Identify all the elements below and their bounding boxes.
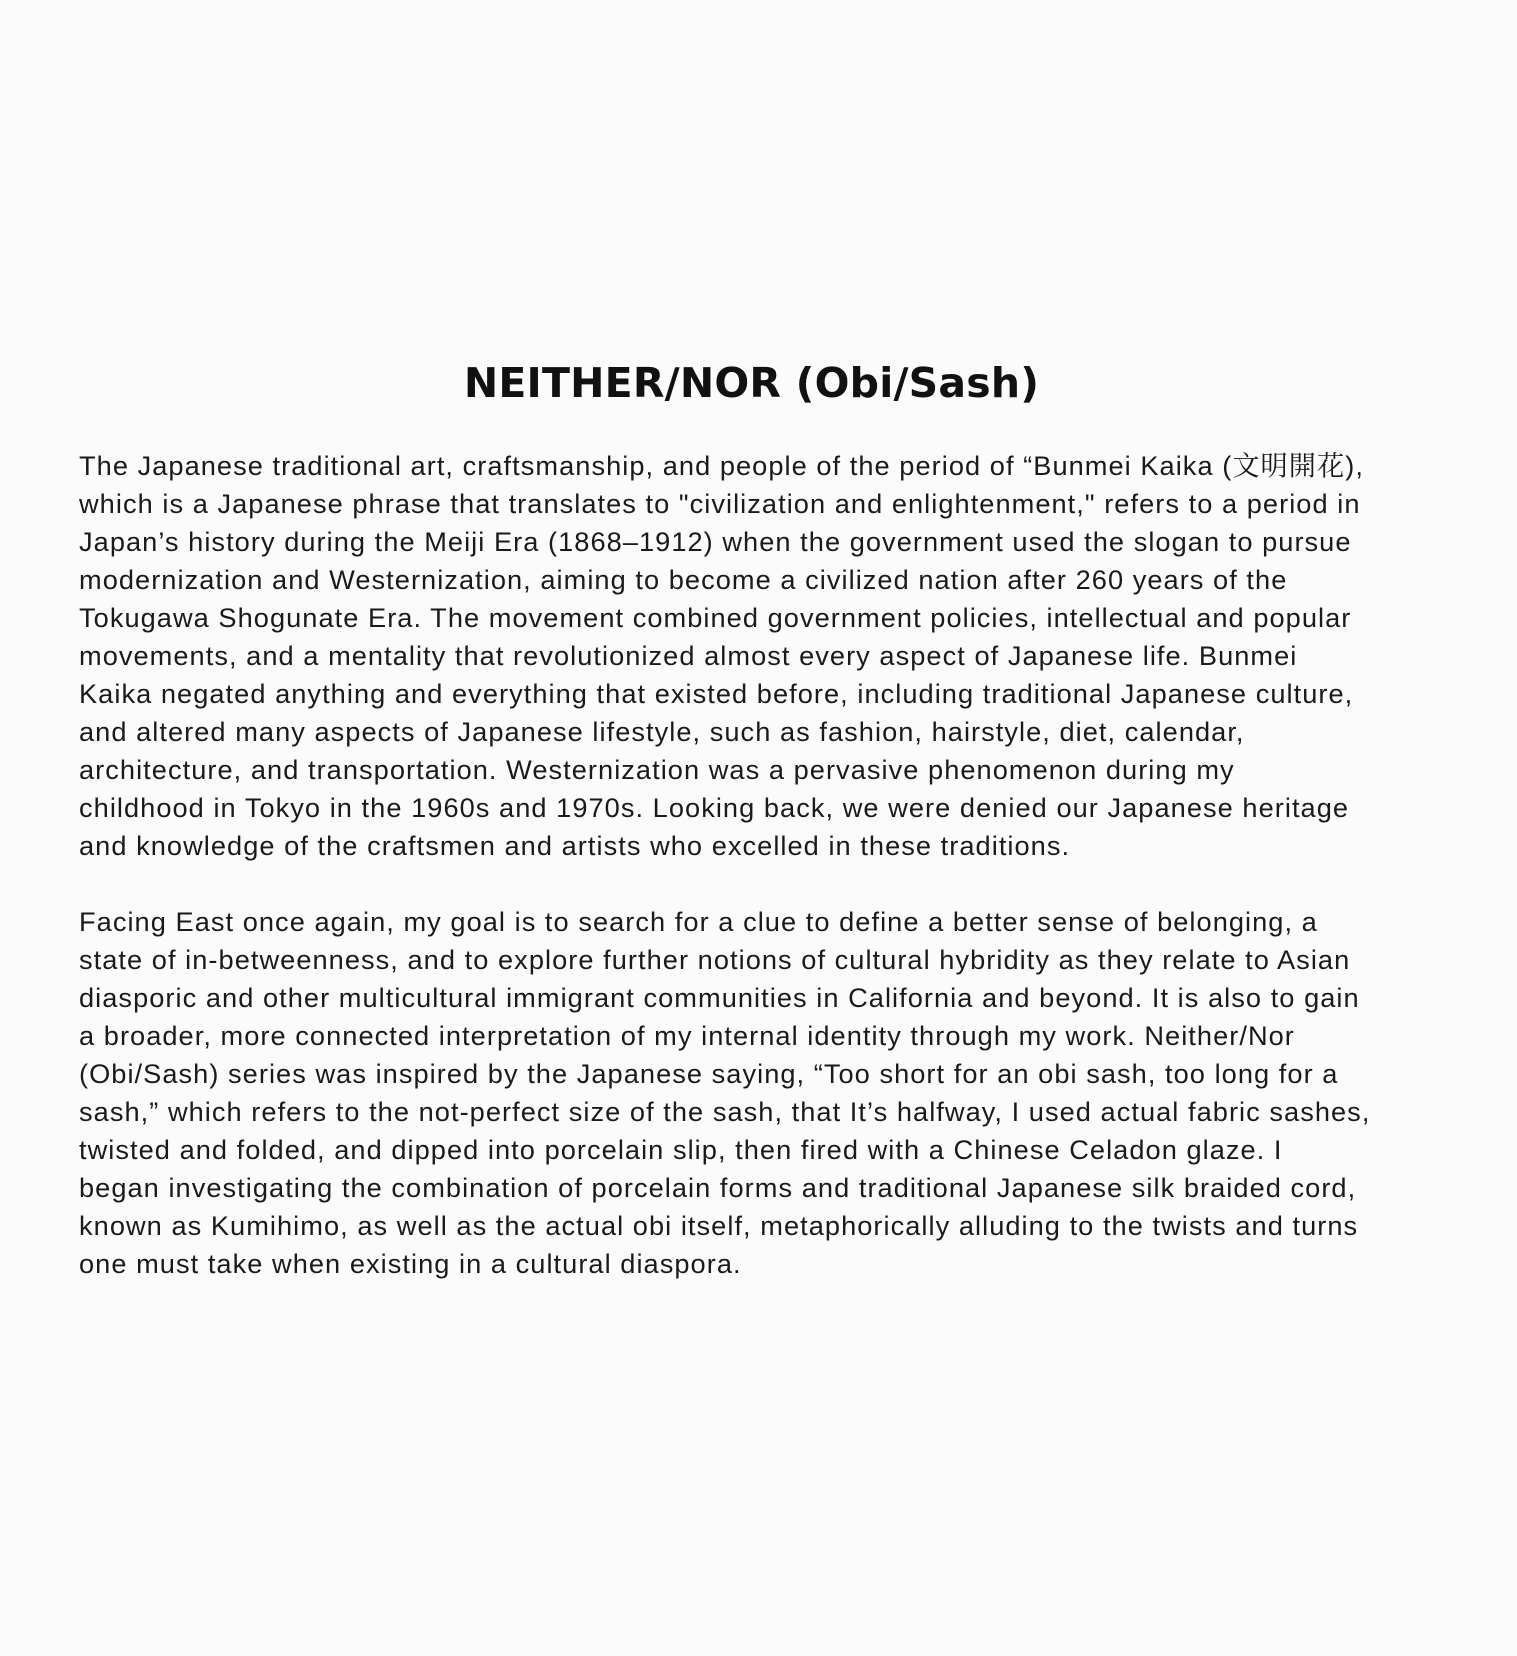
text-line: Japan’s history during the Meiji Era (1868–1912) when the government used the slogan to pursue	[79, 526, 1352, 557]
text-line: architecture, and transportation. Westernization was a pervasive phenomenon during my	[79, 754, 1235, 785]
text-line: (Obi/Sash) series was inspired by the Japanese saying, “Too short for an obi sash, too long for a	[79, 1058, 1339, 1089]
text-line: one must take when existing in a cultural diaspora.	[79, 1248, 742, 1279]
paragraph-2	[79, 903, 1431, 1283]
text-line: diasporic and other multicultural immigrant communities in California and beyond. It is also to gain	[79, 982, 1360, 1013]
text-line: twisted and folded, and dipped into porcelain slip, then fired with a Chinese Celadon glaze. I	[79, 1134, 1283, 1165]
text-line: a broader, more connected interpretation of my internal identity through my work. Neither/Nor	[79, 1020, 1295, 1051]
text-line: and knowledge of the craftsmen and artists who excelled in these traditions.	[79, 830, 1071, 861]
text-line: known as Kumihimo, as well as the actual obi itself, metaphorically alluding to the twists and turns	[79, 1210, 1359, 1241]
text-line: sash,” which refers to the not-perfect size of the sash, that It’s halfway, I used actual fabric sashes,	[79, 1096, 1371, 1127]
text-line: The Japanese traditional art, craftsmanship, and people of the period of “Bunmei Kaika (文明開花),	[79, 450, 1364, 481]
text-line: and altered many aspects of Japanese lifestyle, such as fashion, hairstyle, diet, calendar,	[79, 716, 1245, 747]
text-line: Kaika negated anything and everything that existed before, including traditional Japanese culture,	[79, 678, 1354, 709]
text-line: Facing East once again, my goal is to search for a clue to define a better sense of belonging, a	[79, 906, 1318, 937]
text-line: modernization and Westernization, aiming to become a civilized nation after 260 years of the	[79, 564, 1288, 595]
page-title: NEITHER/NOR (Obi/Sash)	[463, 359, 1040, 407]
body-text	[79, 447, 1431, 1283]
paragraph-1	[79, 447, 1431, 865]
text-line: Tokugawa Shogunate Era. The movement combined government policies, intellectual and popular	[79, 602, 1352, 633]
text-line: which is a Japanese phrase that translates to "civilization and enlightenment," refers to a period in	[79, 488, 1361, 519]
text-line: began investigating the combination of porcelain forms and traditional Japanese silk braided cord,	[79, 1172, 1357, 1203]
text-line: state of in-betweenness, and to explore further notions of cultural hybridity as they relate to Asian	[79, 944, 1351, 975]
text-line: movements, and a mentality that revolutionized almost every aspect of Japanese life. Bunmei	[79, 640, 1298, 671]
text-line: childhood in Tokyo in the 1960s and 1970s. Looking back, we were denied our Japanese heritage	[79, 792, 1350, 823]
